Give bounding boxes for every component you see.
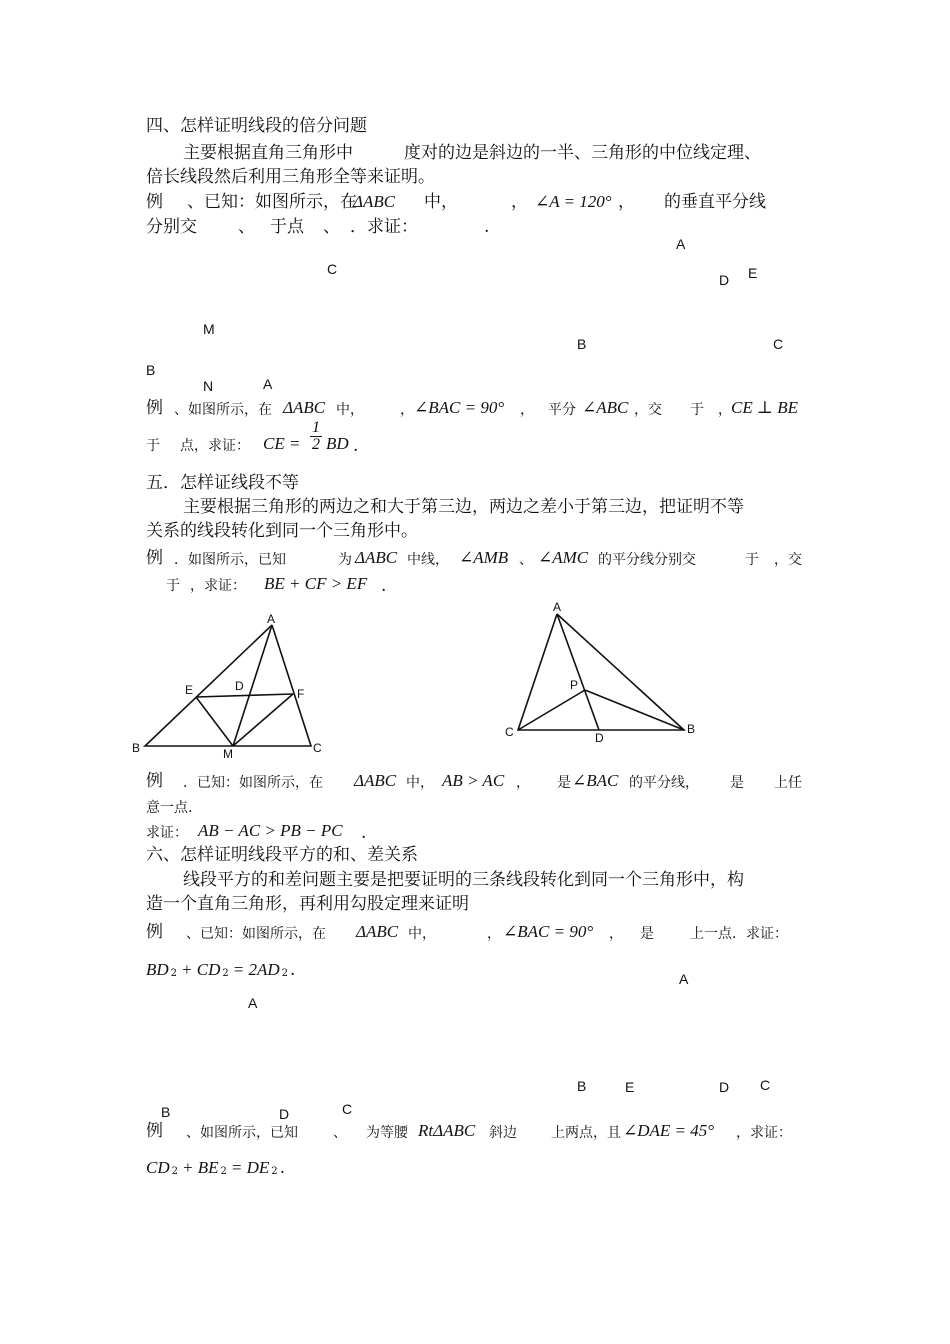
s5-ex1-angle1: ∠AMB (459, 548, 509, 567)
s5-ex1-triangle: ΔABC (355, 548, 398, 567)
s6-ex2-text: 、如图所示，已知 (186, 1125, 298, 1141)
s4-ex1-angle: ∠A = 120° (535, 192, 612, 211)
fig1-label-f: F (297, 687, 305, 701)
s5-ex2-l2: 意一点. (146, 800, 193, 816)
fig-label-d: D (719, 272, 730, 288)
fig-label-d: D (719, 1079, 730, 1095)
s5-ex1-median: 中线， (407, 552, 449, 568)
s4-ex1-l2c: 于点 (270, 217, 304, 237)
s4-ex1-l2f: . (484, 217, 490, 237)
s5-ex2-inequality: AB > AC (442, 771, 505, 790)
s6-ex2-equation (146, 1158, 285, 1182)
s6-ex1-point: 上一点．求证： (690, 926, 788, 942)
section-5-heading: 五．怎样证线段不等 (146, 473, 299, 493)
s5-ex2-inequality2: AB − AC > PB − PC (198, 821, 343, 840)
s6-ex2-prove: ，求证： (736, 1125, 792, 1141)
fig2-segment-ad (557, 614, 599, 730)
s4-ex2-end: . (353, 436, 359, 456)
eq-be: + BE (182, 1158, 219, 1177)
s5-ex2-in: 中， (406, 775, 434, 791)
s5-ex2-is2: 是 (730, 775, 744, 791)
section-6-para-b: 造一个直角三角形，再利用勾股定理来证明 (146, 894, 469, 914)
fig-label-m: M (203, 321, 215, 337)
section-4-heading: 四、怎样证明线段的倍分问题 (146, 116, 367, 136)
s6-ex1-angle: ∠BAC = 90° (503, 922, 594, 941)
fig2-label-c: C (505, 725, 514, 739)
s4-ex2-bisects: 平分 (548, 402, 576, 418)
s5-ex1-inequality: BE + CF > EF (264, 574, 368, 593)
s4-ex2-at: 于 (690, 402, 704, 418)
fig2-label-a: A (553, 600, 562, 614)
s4-ex2-comma: ， (400, 402, 414, 418)
fig2-label-p: P (570, 678, 579, 692)
s4-ex1-l2d: 、 (323, 217, 340, 237)
s4-ex2-comma2: ， (520, 402, 534, 418)
section-5-para-b: 关系的线段转化到同一个三角形中。 (146, 521, 418, 541)
fig-label-n: N (203, 378, 214, 394)
s6-ex2-sep: 、 (333, 1125, 347, 1141)
s4-ex2-label: 例 (146, 398, 163, 418)
s4-ex1-text: 、已知：如图所示，在 (187, 192, 357, 212)
s4-ex2-text: 、如图所示，在 (174, 402, 272, 418)
s4-ex2-perp: CE ⊥ BE (731, 398, 798, 417)
s5-ex2-is: 是 (557, 775, 571, 791)
fig1-label-m: M (223, 747, 233, 761)
s5-ex1-at: 于 (745, 552, 759, 568)
s6-ex1-comma: ， (487, 926, 501, 942)
s5-ex2-end: . (361, 823, 367, 843)
section-4-intro-b: 度对的边是斜边的一半、三角形的中位线定理、 (404, 143, 761, 163)
s4-ex1-in: 中， (424, 192, 458, 212)
eq-cd: + CD (181, 960, 221, 979)
s4-ex2-lhs: CE = (263, 434, 301, 453)
fig-label-a: A (676, 236, 686, 252)
fig-label-a: A (679, 971, 689, 987)
s4-ex2-meets: ，交 (634, 402, 662, 418)
section-4-intro-c: 倍长线段然后利用三角形全等来证明。 (146, 167, 435, 187)
eq-exp: 2 (222, 968, 229, 979)
s5-ex2-prove: 求证： (146, 825, 188, 841)
section-6-para-a: 线段平方的和差问题主要是把要证明的三条线段转化到同一个三角形中，构 (183, 870, 744, 890)
fig2-triangle-abc (518, 614, 684, 730)
s4-ex2-rhs: BD (326, 434, 349, 453)
fraction-denominator: 2 (312, 436, 320, 453)
s5-ex1-bisectors: 的平分线分别交 (598, 552, 696, 568)
s4-ex1-label: 例 (146, 192, 163, 212)
fig-label-a: A (263, 376, 273, 392)
fig-label-c: C (773, 336, 784, 352)
s4-ex2-triangle: ΔABC (283, 398, 326, 417)
s5-ex2-any: 上任 (774, 775, 802, 791)
s6-ex2-triangle: RtΔABC (418, 1121, 476, 1140)
fig2-segment-pb (585, 690, 684, 730)
fig1-label-e: E (185, 683, 194, 697)
s5-ex2-text: ．已知：如图所示，在 (183, 775, 323, 791)
s5-ex1-is: 为 (338, 552, 352, 568)
eq-exp: 2 (170, 968, 178, 979)
fig1-label-a: A (267, 612, 276, 626)
eq-cd: CD (146, 1158, 170, 1177)
s5-ex1-sep: 、 (519, 552, 533, 568)
fig-label-d: D (279, 1106, 290, 1122)
s6-ex1-is: 是 (640, 926, 654, 942)
s4-ex1-l2a: 分别交 (146, 217, 197, 237)
s4-ex2-comma3: ， (718, 402, 732, 418)
s4-ex2-l2a: 于 (146, 438, 160, 454)
s6-ex1-in: 中， (408, 926, 436, 942)
fig-label-b: B (146, 362, 156, 378)
s6-ex1-label: 例 (146, 922, 163, 942)
section-5-para-a: 主要根据三角形的两边之和大于第三边，两边之差小于第三边，把证明不等 (183, 497, 744, 517)
fig1-label-d: D (235, 679, 244, 693)
eq-de: = DE (230, 1158, 270, 1177)
fig1-label-c: C (313, 741, 322, 755)
s5-ex1-end: . (381, 576, 387, 596)
eq-exp: 2 (281, 968, 289, 979)
s6-ex2-isosceles: 为等腰 (366, 1125, 408, 1141)
s5-ex1-l2a: 于 (166, 578, 180, 594)
eq-exp: 2 (220, 1166, 227, 1177)
fig2-label-d: D (595, 731, 604, 745)
s5-ex2-comma: ， (516, 775, 530, 791)
eq-end: . (290, 960, 296, 980)
s5-ex2-triangle: ΔABC (354, 771, 397, 790)
s5-ex1-meets: ，交 (774, 552, 802, 568)
fig-label-e: E (625, 1079, 635, 1095)
fig-label-c: C (342, 1101, 353, 1117)
eq-exp: 2 (271, 1166, 278, 1177)
s4-ex1-comma: ， (511, 192, 528, 212)
fig-label-c: C (760, 1077, 771, 1093)
fig2-segment-pc (518, 690, 585, 730)
s6-ex1-text: 、已知：如图所示，在 (186, 926, 326, 942)
s4-ex2-l2b: 点，求证： (180, 438, 250, 454)
s5-ex1-text: ．如图所示，已知 (174, 552, 286, 568)
s5-ex2-angle: ∠BAC (572, 771, 619, 790)
s6-ex2-label: 例 (146, 1121, 163, 1141)
s6-ex1-comma2: ， (609, 926, 623, 942)
eq-ad: = 2AD (232, 960, 280, 979)
s4-ex1-l2e: ．求证： (350, 217, 418, 237)
s6-ex2-hypotenuse: 斜边 (489, 1125, 517, 1141)
fig-label-b: B (577, 336, 587, 352)
s6-ex2-angle: ∠DAE = 45° (623, 1121, 715, 1140)
fraction-numerator: 1 (312, 419, 320, 436)
s6-ex2-points: 上两点，且 (551, 1125, 621, 1141)
section-4-intro-a: 主要根据直角三角形中 (183, 143, 353, 163)
s4-ex2-angle: ∠BAC = 90° (414, 398, 505, 417)
s4-ex2-angle2: ∠ABC (582, 398, 629, 417)
s5-ex2-bisector: 的平分线， (629, 775, 699, 791)
fig-label-c: C (327, 261, 338, 277)
fig2-label-b: B (687, 722, 696, 736)
s4-ex2-in: 中， (336, 402, 364, 418)
eq-bd: BD (146, 960, 169, 979)
fig-label-e: E (748, 265, 758, 281)
s5-ex1-l2b: ，求证： (190, 578, 246, 594)
s4-ex1-triangle: ΔABC (353, 192, 396, 211)
s5-ex1-angle2: ∠AMC (538, 548, 589, 567)
fig-label-b: B (577, 1078, 587, 1094)
s5-ex1-label: 例 (146, 548, 163, 568)
s4-ex1-comma2: ， (618, 192, 635, 212)
eq-exp: 2 (171, 1166, 178, 1177)
s4-ex1-l2b: 、 (238, 217, 255, 237)
eq-end: . (279, 1158, 286, 1178)
fig-label-a: A (248, 995, 258, 1011)
fig-label-b: B (161, 1104, 171, 1120)
s6-ex1-triangle: ΔABC (356, 922, 399, 941)
s6-ex1-equation (146, 960, 295, 984)
fig1-label-b: B (132, 741, 141, 755)
s4-ex1-bisector: 的垂直平分线 (664, 192, 766, 212)
s5-ex2-label: 例 (146, 771, 163, 791)
section-6-heading: 六、怎样证明线段平方的和、差关系 (146, 845, 418, 865)
